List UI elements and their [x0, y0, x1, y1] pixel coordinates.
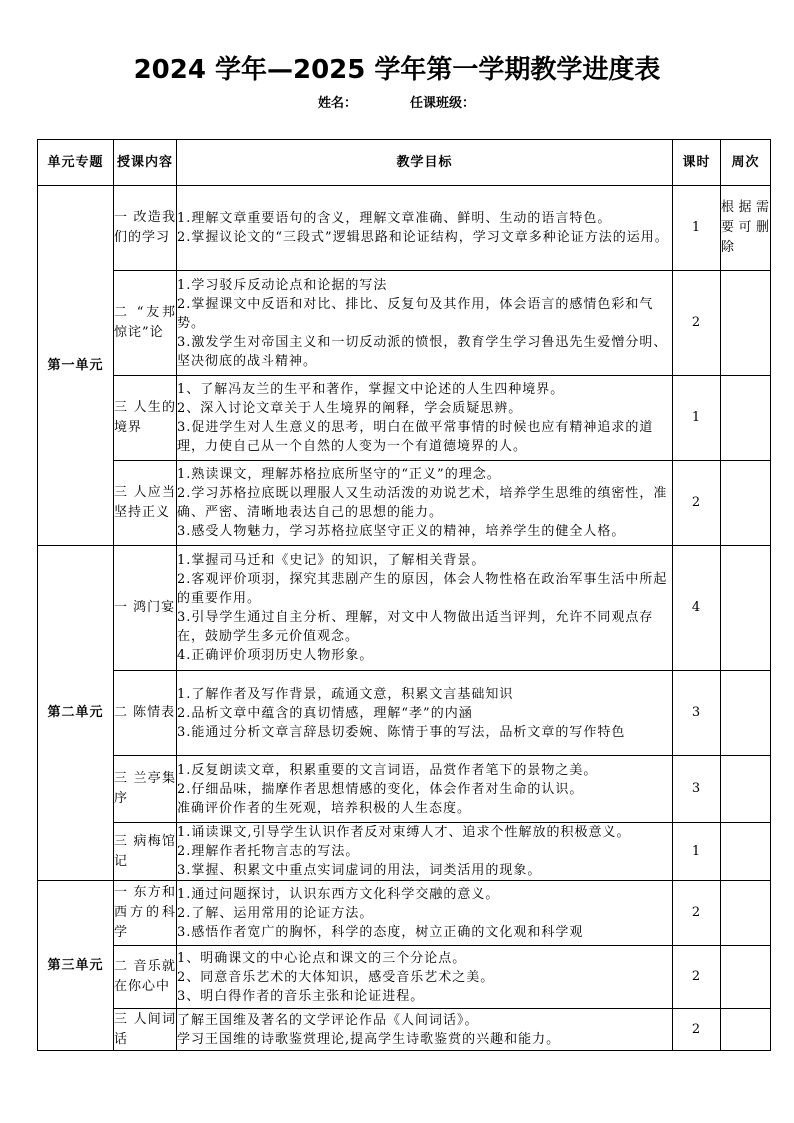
week-cell	[721, 823, 771, 881]
header-row	[38, 140, 771, 186]
objective-item: 1.通过问题探讨，认识东西方文化科学交融的意义。	[177, 886, 500, 902]
lesson-cell	[114, 461, 177, 546]
objectives-cell	[177, 186, 673, 271]
objective-item: 2.了解、运用常用的论证方法。	[177, 905, 374, 921]
objective-item: 2.掌握课文中反语和对比、排比、反复句及其作用，体会语言的感情色彩和气势。	[177, 296, 654, 331]
objectives-cell	[177, 671, 673, 756]
table-row	[38, 1009, 771, 1051]
objective-item: 1.反复朗读文章，积累重要的文言词语，品赏作者笔下的景物之美。	[177, 762, 598, 778]
objective-item: 2、同意音乐艺术的大体知识，感受音乐艺术之美。	[177, 969, 495, 985]
lesson-title: 二 陈情表	[114, 705, 176, 720]
objective-item: 2.品析文章中蕴含的真切情感，理解“孝”的内涵	[177, 705, 473, 721]
hours-cell: 3	[673, 756, 721, 823]
table-row	[38, 881, 771, 946]
lesson-cell	[114, 546, 177, 671]
objective-item: 了解王国维及著名的文学评论作品《人间词话》。	[177, 1012, 479, 1028]
header-unit: 单元专题	[38, 140, 114, 186]
unit-name: 第一单元	[38, 186, 114, 546]
week-cell	[721, 186, 771, 271]
objective-item: 3.促进学生对人生意义的思考，明白在做平常事情的时候也应有精神追求的道理，力使自己从一个自然的人变为一个有道德境界的人。	[177, 420, 654, 454]
objective-item: 1、明确课文的中心论点和课文的三个分论点。	[177, 950, 467, 966]
lesson-cell	[114, 376, 177, 461]
objective-item: 3.掌握、积累文中重点实词虚词的用法，词类活用的现象。	[177, 863, 542, 878]
table-row	[38, 546, 771, 671]
week-cell	[721, 671, 771, 756]
hours-cell: 1	[673, 186, 721, 271]
lesson-title: 一 鸿门宴	[114, 600, 176, 615]
objective-item: 3.感受人物魅力，学习苏格拉底坚守正义的精神，培养学生的健全人格。	[177, 524, 626, 539]
objective-item: 3.能通过分析文章言辞恳切委婉、陈情于事的写法，品析文章的写作特色	[177, 724, 626, 740]
week-cell	[721, 376, 771, 461]
hours-cell: 1	[673, 376, 721, 461]
lesson-title: 三 兰亭集序	[114, 771, 176, 806]
table-row	[38, 186, 771, 271]
table-row	[38, 671, 771, 756]
table-row	[38, 271, 771, 376]
objective-item: 2.学习苏格拉底既以理服人又生动活泼的劝说艺术，培养学生思维的缜密性，准确、严密、清晰地表达自己的思想的能力。	[177, 486, 668, 520]
objective-item: 2.仔细品味，揣摩作者思想情感的变化，体会作者对生命的认识。	[177, 781, 584, 797]
lesson-cell	[114, 756, 177, 823]
objectives-cell	[177, 946, 673, 1009]
objective-item: 3.引导学生通过自主分析、理解，对文中人物做出适当评判，允许不同观点存在，鼓励学生多元价值观念。	[177, 610, 654, 644]
objective-item: 准确评价作者的生死观，培养积极的人生态度。	[177, 800, 472, 816]
lesson-title: 一 改造我们的学习	[114, 210, 176, 245]
objective-item: 1.理解文章重要语句的含义，理解文章准确、鲜明、生动的语言特色。	[177, 211, 612, 226]
teacher-name-label: 姓名：	[318, 96, 358, 111]
objective-item: 1.掌握司马迁和《史记》的知识，了解相关背景。	[177, 553, 486, 568]
objective-item: 3.感悟作者宽广的胸怀，科学的态度，树立正确的文化观和科学观	[177, 924, 584, 940]
week-cell	[721, 756, 771, 823]
objective-item: 4.正确评价项羽历史人物形象。	[177, 648, 374, 663]
objective-item: 2、深入讨论文章关于人生境界的阐释，学会质疑思辨。	[177, 401, 523, 416]
header-lesson: 授课内容	[114, 140, 177, 186]
week-cell	[721, 881, 771, 946]
lesson-cell	[114, 946, 177, 1009]
objective-item: 2.理解作者托物言志的写法。	[177, 844, 360, 859]
table-row	[38, 756, 771, 823]
week-cell	[721, 946, 771, 1009]
hours-cell: 2	[673, 271, 721, 376]
objective-item: 2.掌握议论文的“三段式”逻辑思路和论证结构，学习文章多种论证方法的运用。	[177, 230, 669, 245]
objective-item: 1、了解冯友兰的生平和著作，掌握文中论述的人生四种境界。	[177, 382, 565, 397]
page-title: 2024 学年—2025 学年第一学期教学进度表	[133, 55, 661, 85]
header-hours: 课时	[673, 140, 721, 186]
lesson-title: 三 病梅馆记	[114, 833, 176, 869]
hours-cell: 3	[673, 671, 721, 756]
table-row	[38, 376, 771, 461]
schedule-table	[37, 139, 771, 1051]
unit-name: 第二单元	[38, 546, 114, 881]
hours-cell: 4	[673, 546, 721, 671]
objective-item: 1.熟读课文，理解苏格拉底所坚守的“正义”的理念。	[177, 467, 501, 482]
header-week: 周次	[721, 140, 771, 186]
objectives-cell	[177, 376, 673, 461]
lesson-title: 一 东方和西方的科学	[114, 885, 176, 940]
lesson-title: 三 人生的境界	[114, 400, 176, 435]
week-cell	[721, 1009, 771, 1051]
week-cell	[721, 271, 771, 376]
lesson-cell	[114, 881, 177, 946]
lesson-title: 三 人间词话	[114, 1011, 176, 1047]
class-label: 任课班级：	[410, 96, 476, 111]
objective-item: 1.学习驳斥反动论点和论据的写法	[177, 277, 388, 293]
week-note: 根据需要可删除	[721, 200, 770, 255]
objectives-cell	[177, 461, 673, 546]
objectives-cell	[177, 546, 673, 671]
hours-cell: 2	[673, 1009, 721, 1051]
header-objectives: 教学目标	[177, 140, 673, 186]
objective-item: 3.激发学生对帝国主义和一切反动派的愤恨，教育学生学习鲁迅先生爱憎分明、坚决彻底的战斗精神。	[177, 334, 668, 369]
lesson-cell	[114, 271, 177, 376]
lesson-cell	[114, 186, 177, 271]
objective-item: 3、明白得作者的音乐主张和论证进程。	[177, 988, 425, 1004]
objective-item: 1.诵读课文,引导学生认识作者反对束缚人才、追求个性解放的积极意义。	[177, 825, 631, 840]
hours-cell: 2	[673, 881, 721, 946]
objectives-cell	[177, 823, 673, 881]
week-cell	[721, 461, 771, 546]
objective-item: 2.客观评价项羽，探究其悲剧产生的原因，体会人物性格在政治军事生活中所起的重要作用。	[177, 572, 668, 606]
lesson-title: 三 人应当坚持正义	[114, 485, 176, 520]
week-cell	[721, 546, 771, 671]
objectives-cell	[177, 1009, 673, 1051]
objective-item: 1.了解作者及写作背景，疏通文意，积累文言基础知识	[177, 686, 514, 702]
table-row	[38, 823, 771, 881]
hours-cell: 1	[673, 823, 721, 881]
hours-cell: 2	[673, 461, 721, 546]
lesson-cell	[114, 671, 177, 756]
lesson-title: 二 音乐就在你心中	[114, 959, 176, 994]
lesson-title: 二 “友邦惊诧”论	[114, 305, 176, 340]
objectives-cell	[177, 756, 673, 823]
objectives-cell	[177, 881, 673, 946]
hours-cell: 2	[673, 946, 721, 1009]
unit-name: 第三单元	[38, 881, 114, 1051]
lesson-cell	[114, 823, 177, 881]
table-row	[38, 461, 771, 546]
objectives-cell	[177, 271, 673, 376]
table-row	[38, 946, 771, 1009]
objective-item: 学习王国维的诗歌鉴赏理论,提高学生诗歌鉴赏的兴趣和能力。	[177, 1031, 561, 1047]
lesson-cell	[114, 1009, 177, 1051]
